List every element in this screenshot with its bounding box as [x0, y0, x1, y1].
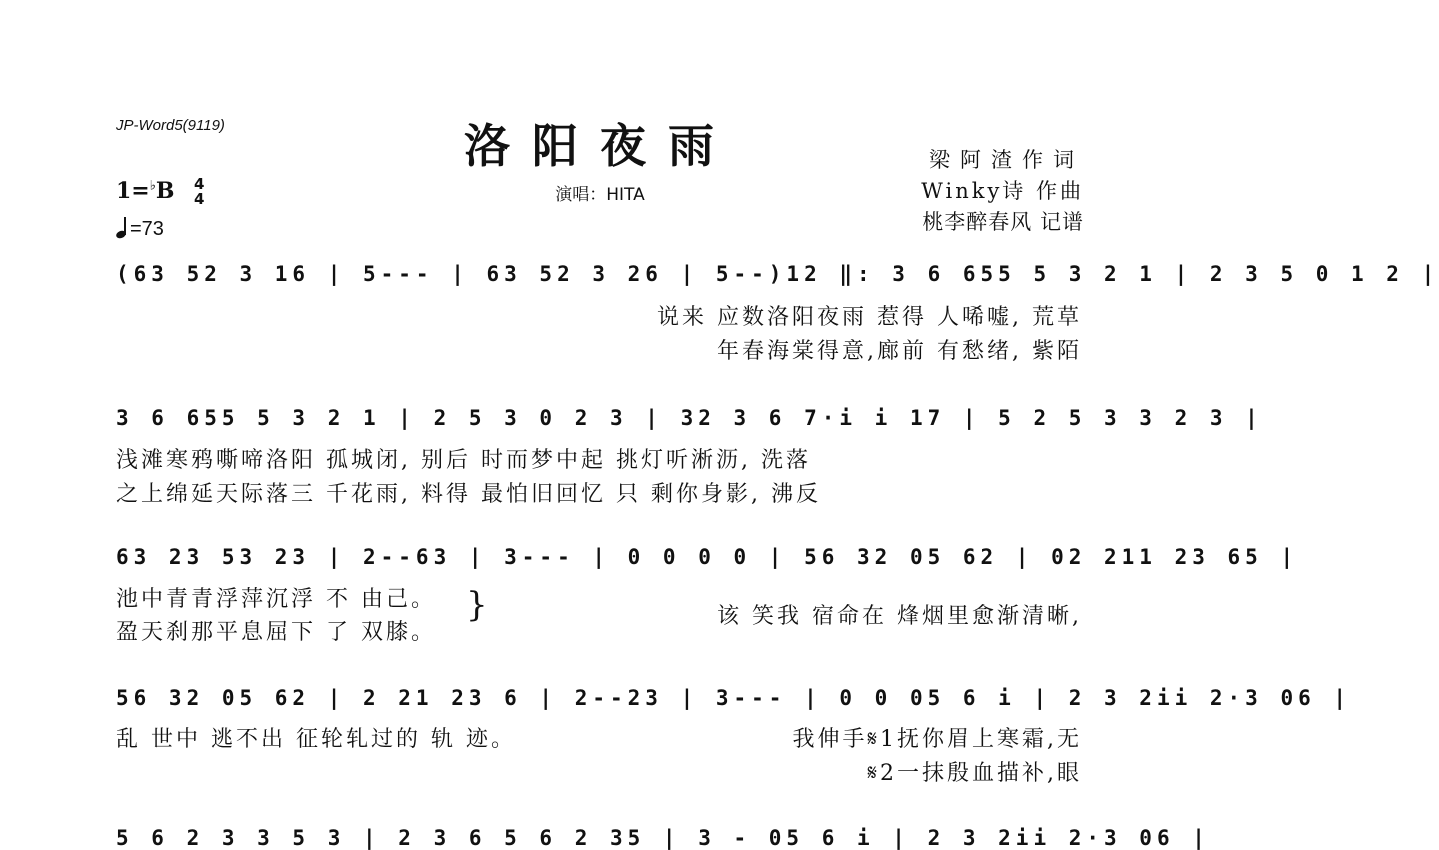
- singer-line: 演唱：HITA: [555, 185, 645, 205]
- software-label: JP-Word5(9119): [116, 117, 225, 134]
- time-signature-top: 4: [194, 175, 205, 193]
- notation-line-4: 56 32 05 62 | 2 21 23 6 | 2--23 | 3--- | 0 0 05 6 i | 2 3 2ii 2·3 06 |: [116, 686, 1352, 710]
- song-title: 洛阳夜雨: [464, 119, 736, 173]
- tempo-marking: =73: [116, 216, 164, 241]
- lyric-line-4a: 乱 世中 逃不出 征轮轧过的 轨 迹。: [116, 727, 516, 752]
- lyric-line-4c: 𝄋2一抹殷血描补,眼: [867, 761, 1082, 786]
- time-signature-bottom: 4: [194, 190, 205, 208]
- notation-line-2: 3 6 655 5 3 2 1 | 2 5 3 0 2 3 | 32 3 6 7·i i 17 | 5 2 5 3 3 2 3 |: [116, 406, 1263, 430]
- lyric-line-1b: 年春海棠得意,廊前 有愁绪, 紫陌: [717, 339, 1082, 364]
- notation-line-3: 63 23 53 23 | 2--63 | 3--- | 0 0 0 0 | 56 32 05 62 | 02 211 23 65 |: [116, 545, 1299, 569]
- lyric-line-3b: 盈天刹那平息屈下 了 双膝。: [116, 620, 436, 645]
- notation-line-1: (63 52 3 16 | 5--- | 63 52 3 26 | 5--)12 ‖: 3 6 655 5 3 2 1 | 2 3 5 0 1 2 |: [116, 262, 1439, 286]
- lyricist-credit: 梁阿渣作词: [929, 148, 1084, 172]
- lyric-line-2a: 浅滩寒鸦嘶啼洛阳 孤城闭, 别后 时而梦中起 挑灯听淅沥, 洗落: [116, 448, 811, 473]
- composer-credit: Winky诗 作曲: [921, 179, 1084, 203]
- lyric-line-1a: 说来 应数洛阳夜雨 惹得 人唏嘘, 荒草: [657, 305, 1082, 330]
- lyric-line-2b: 之上绵延天际落三 千花雨, 料得 最怕旧回忆 只 剩你身影, 沸反: [116, 482, 821, 507]
- brace-icon: }: [466, 585, 488, 625]
- time-signature: [194, 177, 204, 207]
- quarter-note-icon: [116, 216, 130, 238]
- lyric-line-4b: 我伸手𝄋1抚你眉上寒霜,无: [792, 727, 1082, 752]
- lyric-line-3a: 池中青青浮萍沉浮 不 由己。: [116, 587, 436, 612]
- lyric-line-3c: 该 笑我 宿命在 烽烟里愈渐清晰,: [717, 604, 1082, 629]
- transcriber-credit: 桃李醉春风 记谱: [922, 210, 1084, 234]
- key-signature: 1=♭B: [116, 178, 175, 204]
- notation-line-5: 5 6 2 3 3 5 3 | 2 3 6 5 6 2 35 | 3 - 05 6 i | 2 3 2ii 2·3 06 |: [116, 826, 1210, 850]
- credits: [921, 145, 1084, 238]
